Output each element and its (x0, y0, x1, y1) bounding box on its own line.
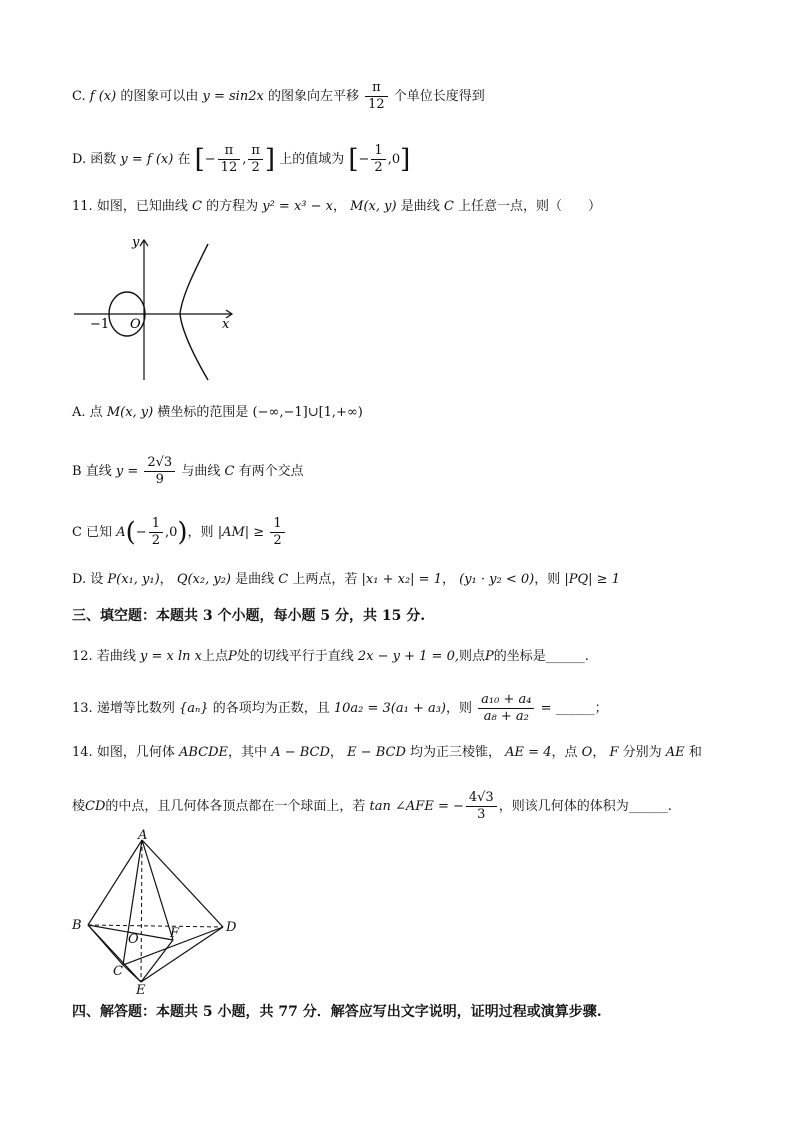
option-label: D. (72, 572, 87, 587)
fraction: $\frac{4√3}{3}$ (466, 790, 497, 823)
fraction: $\frac{\pi}{2}$ (248, 143, 263, 176)
question-12: 12. 若曲线 y = x ln x上点P处的切线平行于直线 2x − y + 1 = 0,则点P的坐标是______. (72, 649, 589, 664)
tick-minus1: −1 (90, 317, 110, 332)
q11-option-c: C 已知 A(− $\frac{1}{2}$ ,0)，则 |AM| ≥ $\frac{1}{2}$ (72, 516, 287, 549)
point-f: F (170, 926, 180, 941)
text: 的图象可以由 (120, 89, 199, 104)
option-d: D. 函数 y = f (x) 在 [− $\frac{\pi}{12}$ , $\frac{\pi}{2}$ ] 上的值域为 [− $\frac{1}{2}$ ,0] (72, 143, 411, 175)
y-label: y (132, 235, 140, 250)
q11-option-a: A. 点 M(x, y) 横坐标的范围是 (−∞,−1]∪[1,+∞) (72, 405, 363, 420)
option-label: C. (72, 89, 86, 104)
curve-graph (70, 232, 240, 382)
text: 上的值域为 (279, 152, 345, 167)
vertex-a: A (138, 828, 148, 843)
math-expr: y = sin2x (202, 89, 264, 104)
option-label: C (72, 525, 82, 540)
text: 函数 (90, 152, 117, 167)
question-11: 11. 如图，已知曲线 C 的方程为 y² = x³ − x， M(x, y) 是曲线 C 上任意一点，则（ ） (72, 199, 601, 214)
math-expr: f (x) (89, 89, 117, 104)
vertex-b: B (72, 918, 82, 933)
section-4-heading: 四、解答题：本题共 5 小题，共 77 分．解答应写出文字说明，证明过程或演算步骤. (72, 1004, 602, 1020)
origin-label: O (130, 317, 141, 332)
math-expr: M(x, y) (350, 199, 397, 214)
option-c (72, 80, 485, 113)
fraction: $\frac{1}{2}$ (149, 516, 163, 549)
math-expr: y² = x³ − x (262, 199, 333, 214)
math-expr: y = f (x) (120, 152, 174, 167)
option-label: D. (72, 152, 87, 167)
q11-option-b: B 直线 y = $\frac{2√3}{9}$ 与曲线 C 有两个交点 (72, 455, 304, 487)
x-label: x (222, 317, 230, 332)
vertex-d: D (226, 920, 237, 935)
point-o: O (128, 932, 139, 947)
fraction: $\frac{\text{a₁₀ + a₄}}{\text{a₈ + a₂}}$ (478, 692, 534, 725)
q11-option-d: D. 设 P(x₁, y₁)， Q(x₂, y₂) 是曲线 C 上两点，若 |x₁ + x₂| = 1， (y₁ · y₂ < 0)，则 |PQ| ≥ 1 (72, 572, 620, 587)
question-number: 12. (72, 649, 93, 664)
question-13: 13. 递增等比数列 {aₙ} 的各项均为正数，且 10a₂ = 3(a₁ + a₃)，则 $\frac{\text{a₁₀ + a₄}}{\text{a₈ + a₂}}$ = ______； (72, 692, 608, 724)
question-14-cont: 棱CD的中点，且几何体各顶点都在一个球面上，若 tan ∠AFE = − $\frac{4√3}{3}$ ，则该几何体的体积为______. (72, 790, 672, 822)
fraction: $\frac{2√3}{9}$ (144, 455, 175, 488)
vertex-c: C (113, 964, 123, 979)
option-label: B (72, 464, 82, 479)
question-14: 14. 如图，几何体 ABCDE，其中 A − BCD， E − BCD 均为正三棱锥， AE = 4，点 O， F 分别为 AE 和 (72, 745, 702, 760)
text: 在 (177, 152, 191, 167)
math-expr: (−∞,−1]∪[1,+∞) (252, 405, 363, 420)
option-label: A. (72, 405, 86, 420)
fraction: $\frac{1}{2}$ (270, 516, 284, 549)
fraction: $\frac{1}{2}$ (371, 143, 385, 176)
vertex-e: E (136, 983, 146, 995)
text: 的图象向左平移 (267, 89, 359, 104)
fraction: $\frac{\pi}{12}$ (365, 80, 388, 113)
question-number: 11. (72, 199, 93, 214)
question-number: 14. (72, 745, 93, 760)
solid-figure (68, 825, 248, 995)
curve-branch (180, 244, 208, 380)
section-3-heading: 三、填空题：本题共 3 个小题，每小题 5 分，共 15 分. (72, 608, 426, 624)
text: 个单位长度得到 (393, 89, 485, 104)
fraction: $\frac{\pi}{12}$ (218, 143, 241, 176)
question-number: 13. (72, 701, 93, 716)
